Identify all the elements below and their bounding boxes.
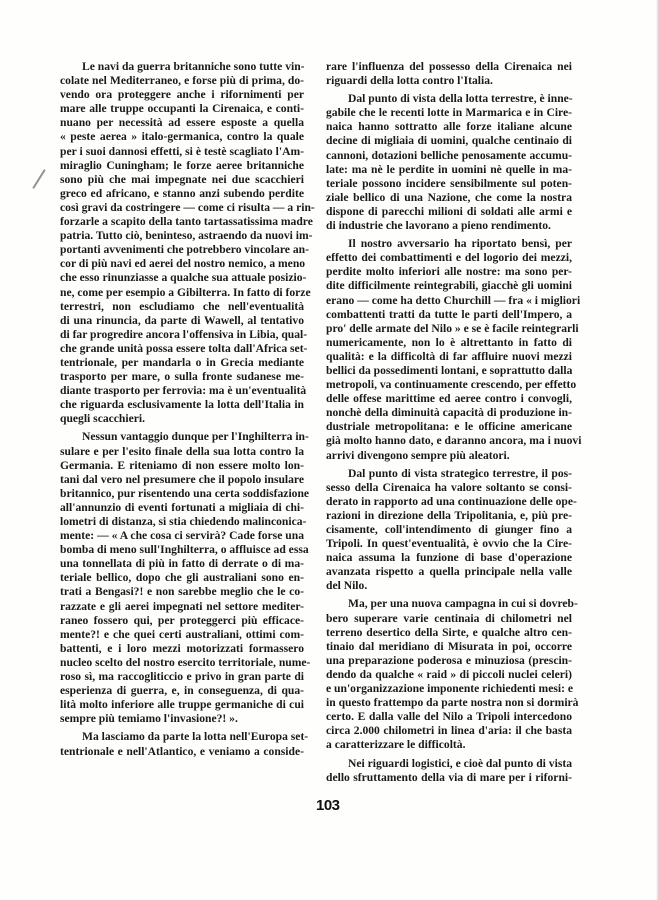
paragraph	[60, 60, 315, 426]
text-line: decine di migliaia di uomini, qualche centinaio di	[326, 134, 572, 148]
text-line: di industrie che lavorano a pieno rendimento.	[326, 219, 551, 233]
text-line: naica hanno sottratto alle forze italiane alcune	[326, 120, 572, 134]
text-line: che riguarda esclusivamente la lotta dell'Italia in	[60, 398, 304, 412]
text-line: certo. E dalla valle del Nilo a Tripoli intercedono	[326, 710, 572, 724]
text-line: mente: — « A che cosa ci servirà? Cade forse una	[60, 529, 304, 543]
text-line: Germania. E riteniamo di non essere molto lon-	[60, 458, 304, 472]
text-line: Dal punto di vista della lotta terrestre, è inne-	[348, 92, 573, 106]
text-line: tani dal vero nel presumere che il popolo insulare	[60, 472, 304, 486]
text-line: rare l'influenza del possesso della Cirenaica nei	[326, 60, 572, 73]
text-line: vendo ora proteggere anche i rifornimenti per	[60, 88, 304, 102]
text-line: greco ed africano, e stanno anzi subendo perdite	[60, 186, 304, 200]
text-line: tentrionale e nell'Atlantico, e veniamo a conside-	[60, 744, 304, 758]
page-number: 103	[316, 797, 340, 814]
text-line: bero superare varie centinaia di chilometri nel	[326, 611, 572, 625]
text-line: Ma lasciamo da parte la lotta nell'Europa set-	[82, 730, 309, 744]
text-line: britannico, pur risentendo una certa soddisfazione	[60, 486, 310, 500]
text-line: avanzata rispetto a quella principale nella valle	[326, 565, 572, 579]
text-line: miraglio Cuningham; le forze aeree britanniche	[60, 158, 304, 172]
text-line: Ma, per una nuova campagna in cui si dovreb-	[348, 597, 578, 611]
text-line: esperienza di guerra, e, in conseguenza, di qua-	[60, 684, 304, 698]
text-line: portanti avvenimenti che potrebbero vincolare an-	[60, 243, 309, 257]
text-line: erano — come ha detto Churchill — fra « i migliori	[326, 293, 581, 307]
text-line: qualità: e la difficoltà di far affluire nuovi mezzi	[326, 349, 572, 363]
paragraph	[326, 60, 572, 88]
text-line: bellici da possedimenti lontani, e soprattutto dalla	[326, 363, 573, 377]
text-line: quegli scacchieri.	[60, 412, 146, 426]
text-line: di far progredire ancora l'offensiva in Libia, qual-	[60, 327, 308, 341]
text-line: « peste aerea » italo-germanica, contro la quale	[60, 130, 304, 144]
text-line: cisamente, coll'intendimento di giunger fino a	[326, 523, 572, 536]
text-line: Nei riguardi logistici, e cioè dal punto di vista	[348, 756, 572, 770]
text-line: a caratterizzare le difficoltà.	[326, 738, 466, 752]
text-line: teriale possono incidere sensibilmente sul poten-	[326, 176, 572, 190]
text-line: teriale bellico, dopo che gli australiani sono en-	[60, 571, 304, 585]
text-line: e un'organizzazione imponente richiedenti mesi: e	[326, 682, 573, 696]
paragraph	[326, 466, 577, 594]
text-line: tinaio dal meridiano di Misurata in poi, occorre	[326, 639, 572, 653]
text-line: terrestri, non escludiamo che nell'eventualità	[60, 299, 304, 313]
text-line: arrivi divengono sempre più aleatori.	[326, 448, 510, 462]
paragraph	[326, 92, 572, 233]
text-line: delle offese marittime ed aeree contro i convogli,	[326, 392, 572, 406]
paragraph	[326, 757, 572, 785]
text-line: dite difficilmente reintegrabili, giacchè gli uomini	[326, 279, 572, 293]
text-line: ziale bellico di una Nazione, che come la nostra	[326, 190, 572, 204]
text-line: Dal punto di vista strategico terrestre, il pos-	[348, 466, 572, 480]
text-line: ne, come per esempio a Gibilterra. In fatto di forze	[60, 285, 311, 299]
text-line: diante trasporto per ferrovia: ma è un'eventualità	[60, 384, 307, 398]
text-line: battenti, e i loro mezzi motorizzati formassero	[60, 641, 304, 655]
text-line: dustriale metropolitana: e le officine americane	[326, 420, 572, 434]
text-line: roso sì, ma raccogliticcio e privo in gran parte di	[60, 670, 304, 684]
text-line: trati a Bengasi?! e non sarebbe meglio che le co-	[60, 585, 304, 599]
text-column-left	[60, 60, 315, 763]
text-line: patria. Tutto ciò, beninteso, astraendo da nuovi im-	[60, 229, 313, 243]
text-line: già molto hanno dato, e daranno ancora, ma i nuovi	[326, 434, 582, 448]
text-line: effetto dei combattimenti e del logorio dei mezzi,	[326, 251, 572, 265]
text-line: sempre più temiamo l'invasione?! ».	[60, 712, 238, 726]
text-line: dello sfruttamento della via di mare per i riforni-	[326, 770, 572, 784]
text-line: dispone di parecchi milioni di soldati alle armi e	[326, 204, 572, 218]
text-line: bomba di meno sull'Inghilterra, o affluisce ad essa	[60, 543, 309, 557]
text-line: all'annunzio di eventi fortunati a migliaia di chi-	[60, 500, 304, 514]
text-line: mente?! e che quei certi australiani, ottimi com-	[60, 627, 304, 641]
text-line: una preparazione poderosa e minuziosa (prescin-	[326, 653, 572, 667]
text-line: terreno desertico della Sirte, e qualche altro cen-	[326, 625, 572, 639]
text-line: numericamente, non lo è altrettanto in fatto di	[326, 335, 572, 349]
text-line: perdite molto inferiori alle nostre: ma sono per-	[326, 265, 572, 279]
text-column-right	[326, 60, 582, 789]
text-line: del Nilo.	[326, 579, 368, 593]
text-line: lità molto inferiore alle truppe germaniche di cui	[60, 698, 304, 712]
text-line: in questo frattempo da parte nostra non si dormirà	[326, 696, 579, 710]
paragraph	[326, 237, 582, 463]
text-line: riguardi della lotta contro l'Italia.	[326, 74, 493, 88]
text-line: una tonnellata di più in fatto di derrate o di ma-	[60, 557, 304, 571]
paragraph	[60, 430, 311, 726]
text-line: naica assuma la funzione di base d'operazione	[326, 551, 572, 565]
text-line: per i suoi dannosi effetti, si è testè scagliato l'Am-	[60, 144, 304, 158]
text-line: così gravi da costringere — come ci risulta — a rin-	[60, 200, 315, 214]
paragraph	[60, 730, 309, 758]
text-line: lometri di distanza, si stia chiedendo malinconica-	[60, 515, 307, 528]
text-line: sesso della Cirenaica ha valore soltanto se consi-	[326, 480, 572, 494]
text-line: che esso rinunziasse a qualche sua attuale posizio-	[60, 271, 307, 285]
text-line: gabile che le recenti lotte in Marmarica e in Cire-	[326, 106, 572, 120]
text-line: pro' delle armate del Nilo » e se è facile reintegrarli	[326, 321, 579, 335]
text-line: Il nostro avversario ha riportato bensì, per	[348, 237, 572, 251]
text-line: cannoni, dotazioni belliche penosamente accumu-	[326, 148, 572, 162]
text-line: trasporto per mare, o sulla fronte sudanese me-	[60, 370, 304, 384]
text-line: razioni in direzione della Tripolitania, e, più pre-	[326, 508, 572, 522]
text-line: nonchè della diminuità capacità di produzione in-	[326, 406, 572, 420]
text-line: nuano per necessità ad essere esposte a quella	[60, 116, 304, 130]
text-line: Nessun vantaggio dunque per l'Inghilterra in-	[82, 430, 309, 444]
text-line: che grande unità possa essere tolta dall'Africa set-	[60, 341, 308, 355]
text-line: forzarle a scapito della tanto tartassatissima madre	[60, 215, 313, 229]
text-line: cor di più navi ed aerei del nostro nemico, a meno	[60, 257, 306, 271]
text-line: circa 2.000 chilometri in linea d'aria: il che basta	[326, 724, 572, 738]
text-line: raneo fossero qui, per proteggerci più efficace-	[60, 613, 304, 627]
text-line: sono più che mai impegnate nei due scacchieri	[60, 172, 304, 186]
text-line: mare alle truppe occupanti la Cirenaica, e conti-	[60, 102, 304, 116]
text-line: Tripoli. In quest'eventualità, è ovvio che la Cire-	[326, 537, 572, 551]
text-line: tentrionale, per mandarla o in Grecia mediante	[60, 355, 304, 369]
text-line: derato in rapporto ad una continuazione delle ope-	[326, 494, 577, 508]
text-line: late: ma nè le perdite in uomini nè quelle in ma-	[326, 162, 572, 176]
text-line: Le navi da guerra britanniche sono tutte vin-	[82, 60, 305, 73]
text-line: sulare e per l'esito finale della sua lotta contro la	[60, 444, 304, 458]
text-line: metropoli, va continuamente crescendo, per effetto	[326, 378, 577, 392]
text-line: colate nel Mediterraneo, e forse più di prima, do-	[60, 74, 304, 88]
text-line: combattenti tratti da tutte le parti dell'Impero, a	[326, 307, 572, 321]
text-line: nucleo scelto del nostro esercito territoriale, nume-	[60, 655, 311, 669]
paragraph	[326, 597, 579, 752]
pencil-mark	[32, 169, 45, 189]
text-line: razzate e gli aerei impegnati nel settore mediter-	[60, 599, 304, 613]
text-line: dendo da qualche « raid » di piccoli nuclei celeri)	[326, 667, 572, 681]
text-line: di una rinuncia, da parte di Wawell, al tentativo	[60, 313, 304, 327]
